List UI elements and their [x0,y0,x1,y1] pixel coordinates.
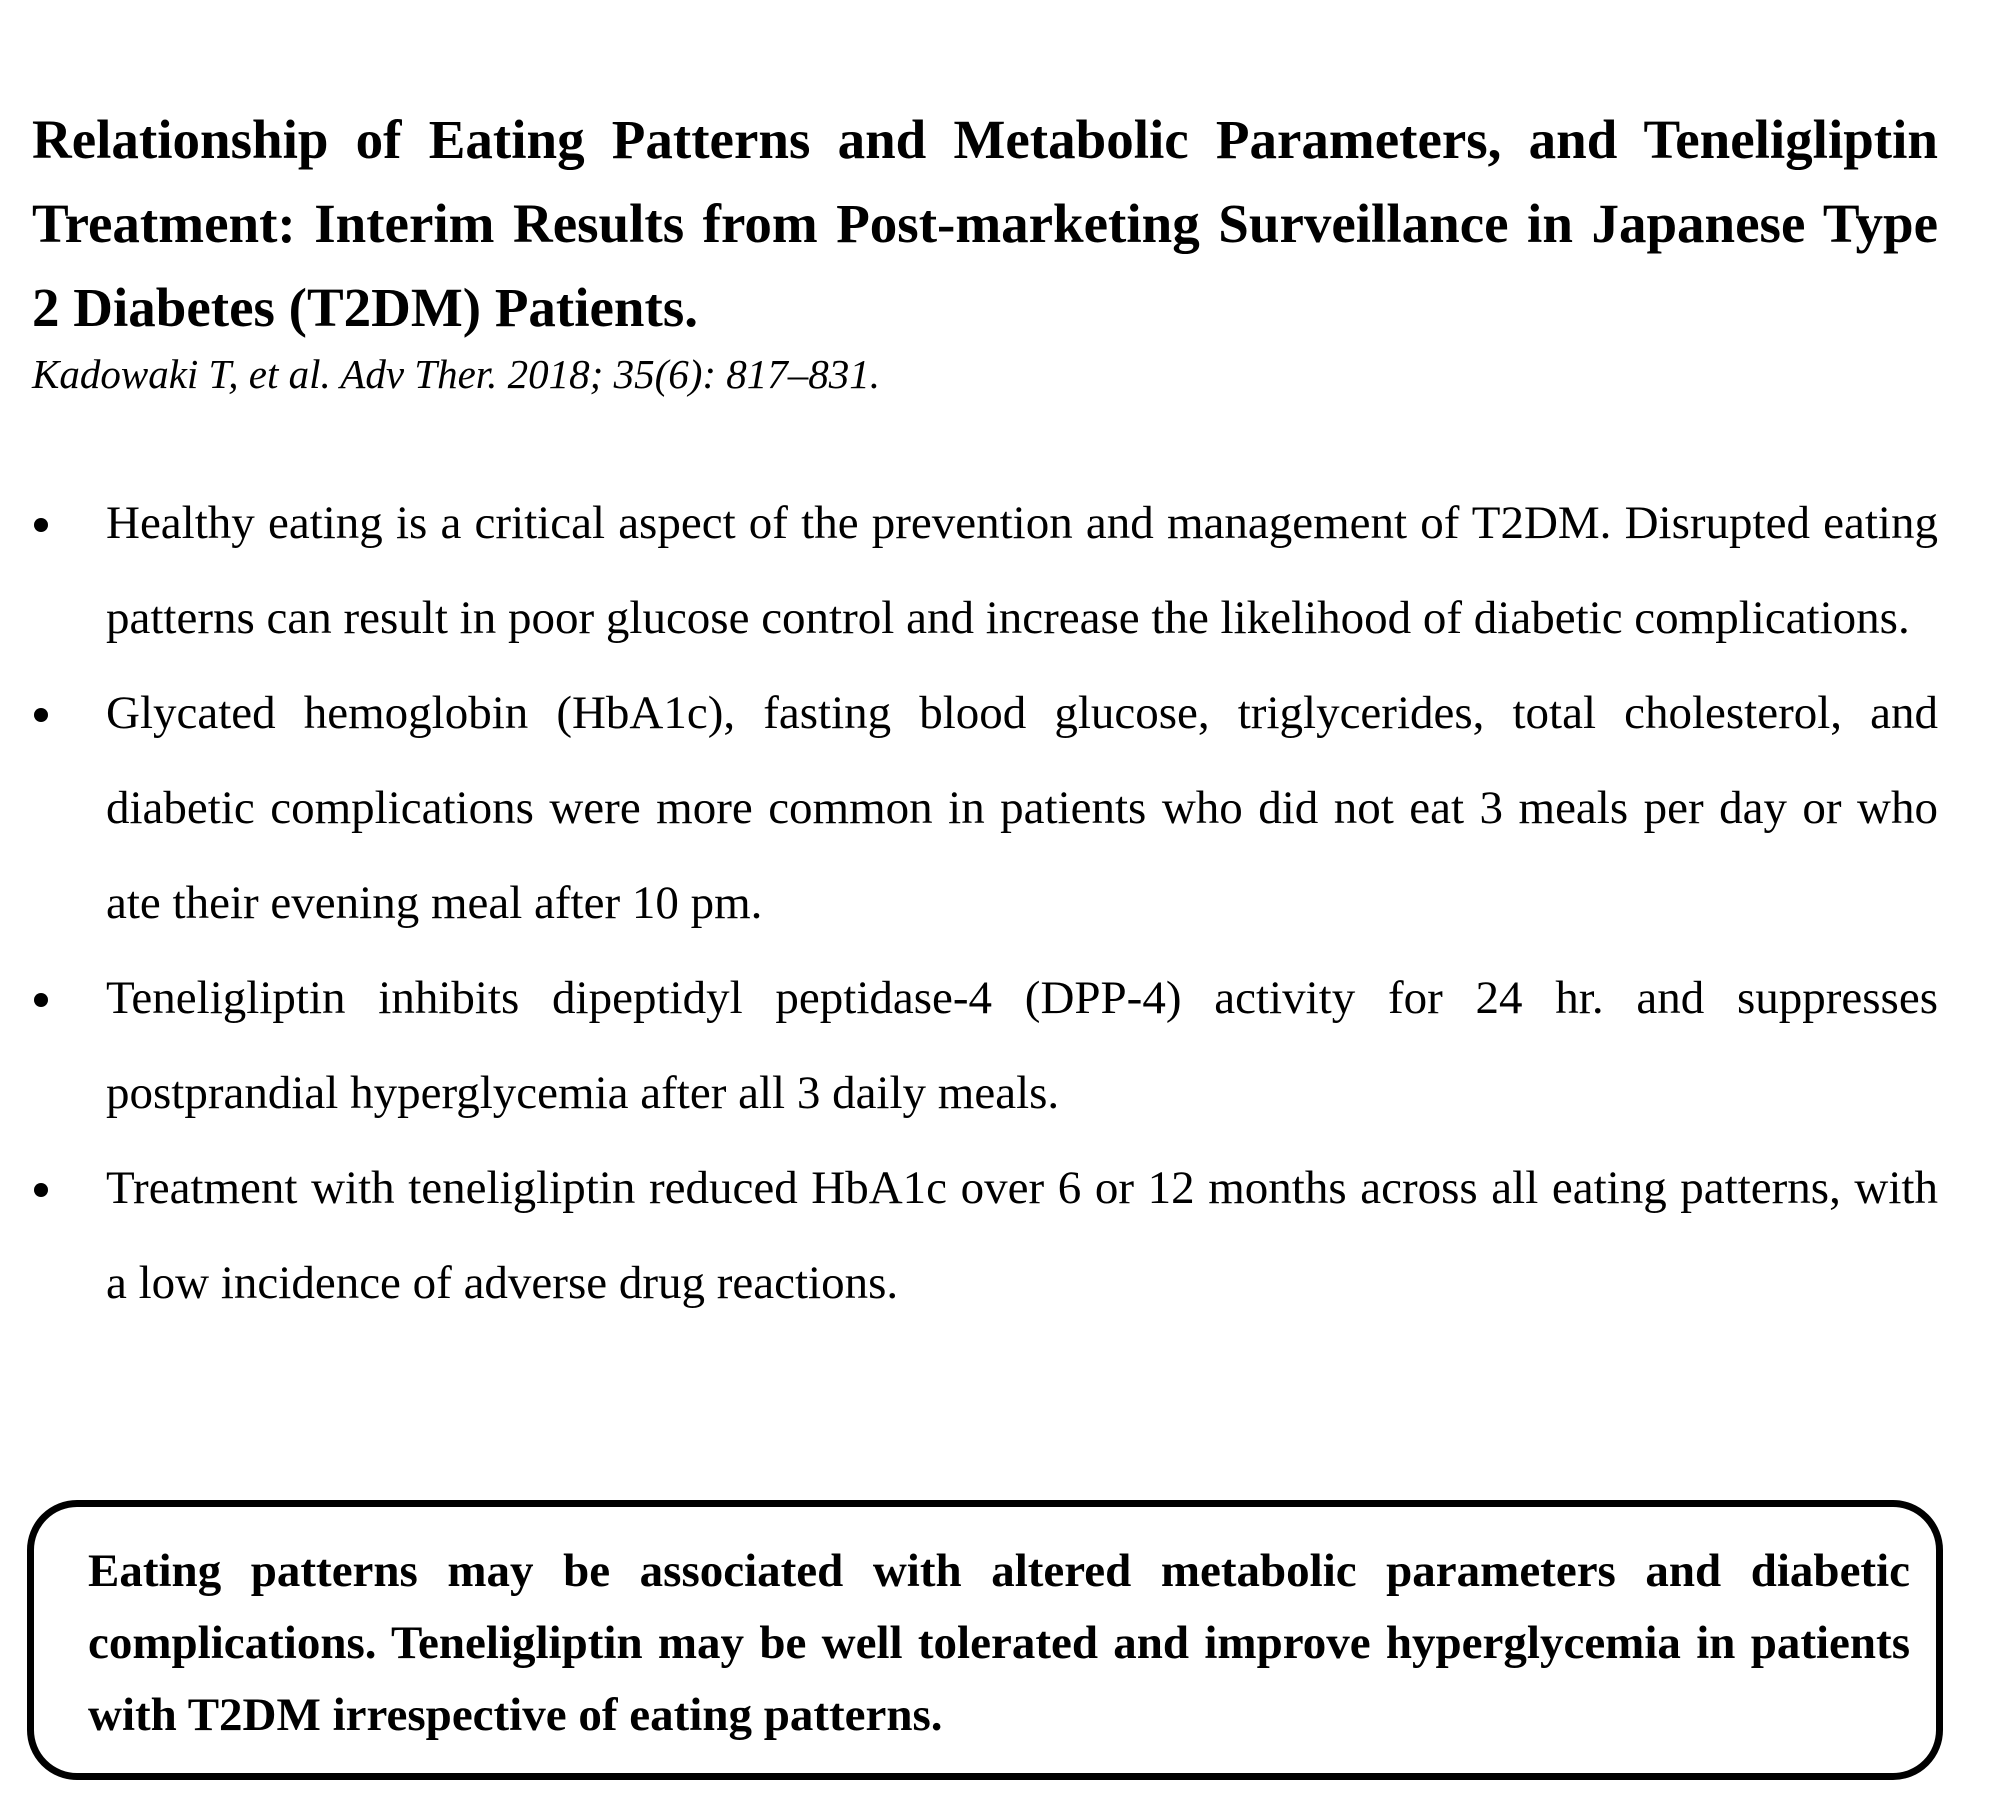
bullet-dot-icon [34,1183,48,1197]
key-point [32,1141,1938,1331]
key-point-text: Healthy eating is a critical aspect of the prevention and management of T2DM. Disrupted eating patterns can result in poor glucose control and increase the likelihood of diabetic complications. [106,497,1938,644]
conclusion-text: Eating patterns may be associated with altered metabolic parameters and diabetic complications. Teneligliptin may be well tolerated and improve hyperglycemia in patients with T2DM irrespective of eating patterns. [88,1545,1910,1741]
bullet-dot-icon [34,518,48,532]
bullet-dot-icon [34,708,48,722]
key-point-text: Glycated hemoglobin (HbA1c), fasting blood glucose, triglycerides, total cholesterol, and diabetic complications were more common in patients who did not eat 3 meals per day or who ate their evening meal after 10 pm. [106,687,1938,929]
key-point [32,951,1938,1141]
key-point [32,666,1938,951]
citation: Kadowaki T, et al. Adv Ther. 2018; 35(6): 817–831. [32,351,881,397]
conclusion-box [27,1500,1943,1780]
article-title: Relationship of Eating Patterns and Metabolic Parameters, and Teneligliptin Treatment: Interim Results from Post-marketing Surveillance in Japanese Type 2 Diabetes (T2DM) Patients. [32,109,1938,338]
key-point [32,476,1938,666]
key-point-text: Treatment with teneligliptin reduced HbA1c over 6 or 12 months across all eating patterns, with a low incidence of adverse drug reactions. [106,1162,1938,1309]
bullet-dot-icon [34,993,48,1007]
key-points-list [32,476,1938,1331]
key-point-text: Teneligliptin inhibits dipeptidyl peptidase-4 (DPP-4) activity for 24 hr. and suppresses postprandial hyperglycemia after all 3 daily meals. [106,972,1938,1119]
